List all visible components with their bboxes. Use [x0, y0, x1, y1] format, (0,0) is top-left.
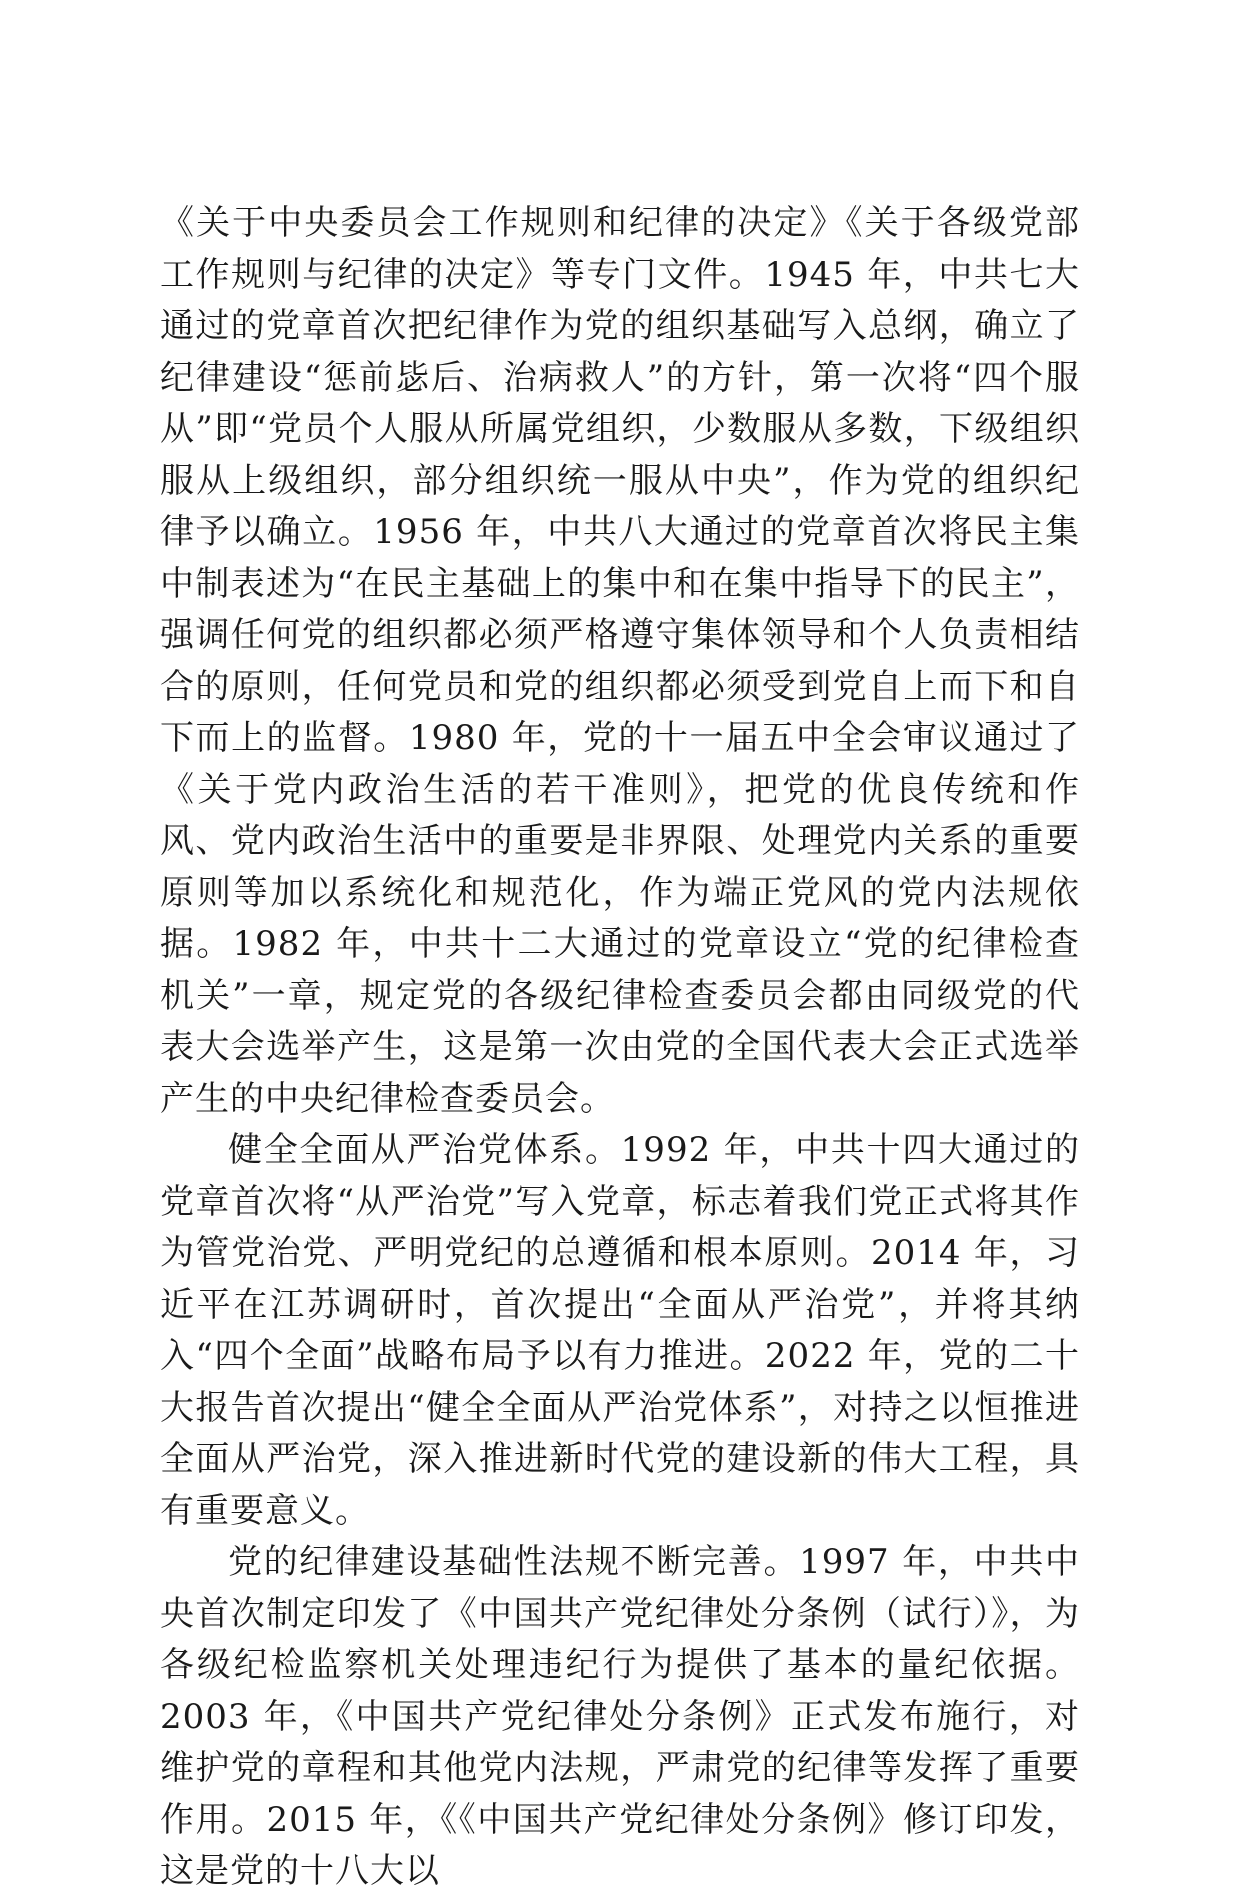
document-body	[160, 198, 1080, 1898]
paragraph-1: 《关于中央委员会工作规则和纪律的决定》《关于各级党部工作规则与纪律的决定》等专门文件。1945 年，中共七大通过的党章首次把纪律作为党的组织基础写入总纲，确立了纪律建设“惩前毖后、治病救人”的方针，第一次将“四个服从”即“党员个人服从所属党组织，少数服从多数，下级组织服从上级组织，部分组织统一服从中央”，作为党的组织纪律予以确立。1956 年，中共八大通过的党章首次将民主集中制表述为“在民主基础上的集中和在集中指导下的民主”，强调任何党的组织都必须严格遵守集体领导和个人负责相结合的原则，任何党员和党的组织都必须受到党自上而下和自下而上的监督。1980 年，党的十一届五中全会审议通过了《关于党内政治生活的若干准则》，把党的优良传统和作风、党内政治生活中的重要是非界限、处理党内关系的重要原则等加以系统化和规范化，作为端正党风的党内法规依据。1982 年，中共十二大通过的党章设立“党的纪律检查机关”一章，规定党的各级纪律检查委员会都由同级党的代表大会选举产生，这是第一次由党的全国代表大会正式选举产生的中央纪律检查委员会。	[160, 203, 1080, 1119]
paragraph-3: 党的纪律建设基础性法规不断完善。1997 年，中共中央首次制定印发了《中国共产党纪律处分条例（试行）》，为各级纪检监察机关处理违纪行为提供了基本的量纪依据。2003 年，《中国共产党纪律处分条例》正式发布施行，对维护党的章程和其他党内法规，严肃党的纪律等发挥了重要作用。2015 年，《《中国共产党纪律处分条例》修订印发，这是党的十八大以	[160, 1542, 1080, 1891]
paragraph-2: 健全全面从严治党体系。1992 年，中共十四大通过的党章首次将“从严治党”写入党章，标志着我们党正式将其作为管党治党、严明党纪的总遵循和根本原则。2014 年，习近平在江苏调研时，首次提出“全面从严治党”，并将其纳入“四个全面”战略布局予以有力推进。2022 年，党的二十大报告首次提出“健全全面从严治党体系”，对持之以恒推进全面从严治党，深入推进新时代党的建设新的伟大工程，具有重要意义。	[160, 1130, 1080, 1531]
